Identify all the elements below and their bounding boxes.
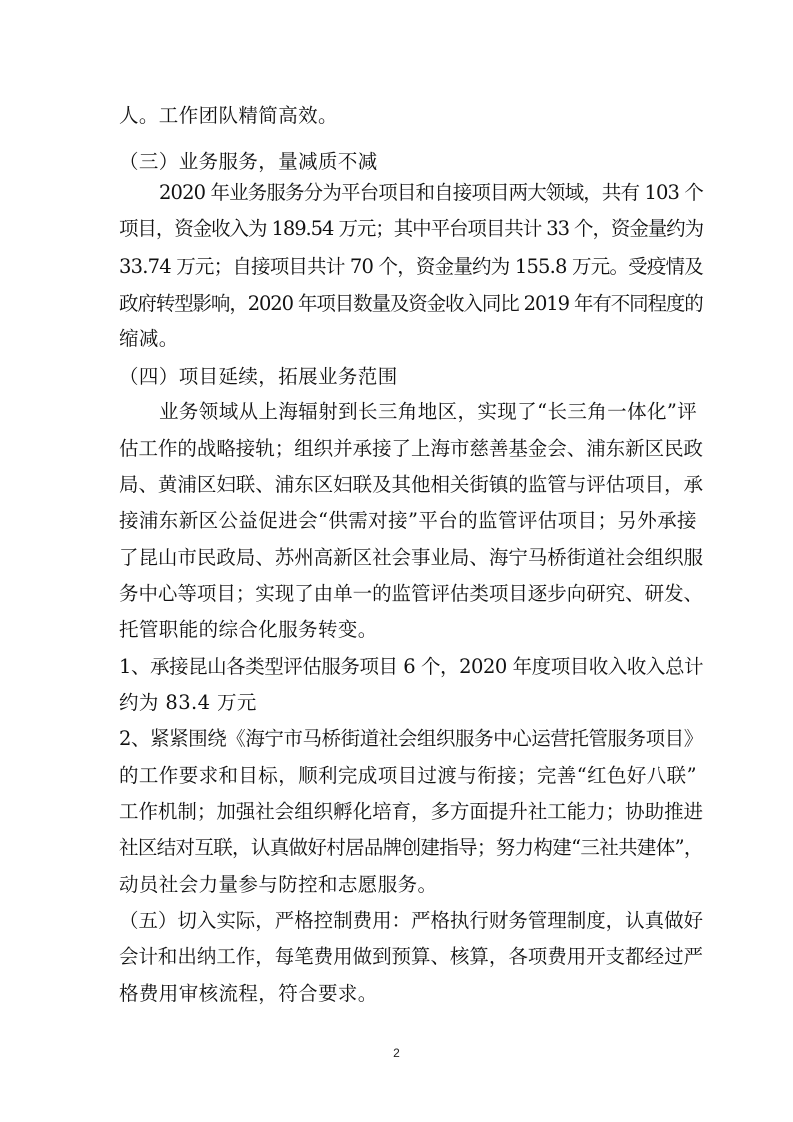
text-line: 工作机制；加强社会组织孵化培育，多方面提升社工能力；协助推进 (119, 800, 704, 823)
text-line: 33.74 万元；自接项目共计 70 个，资金量约为 155.8 万元。受疫情及 (119, 255, 703, 278)
text-line: 约为 83.4 万元 (119, 691, 257, 714)
text-line: 缩减。 (119, 327, 179, 350)
text-line: 动员社会力量参与防控和志愿服务。 (119, 873, 438, 896)
text-line: 了昆山市民政局、苏州高新区社会事业局、海宁马桥街道社会组织服 (119, 546, 704, 569)
text-line: 局、黄浦区妇联、浦东区妇联及其他相关街镇的监管与评估项目，承 (119, 473, 704, 496)
text-line: 格费用审核流程，符合要求。 (119, 982, 378, 1005)
section-heading-4: （四）项目延续，拓展业务范围 (119, 365, 398, 388)
text-line: 估工作的战略接轨；组织并承接了上海市慈善基金会、浦东新区民政 (119, 437, 704, 460)
text-line: 务中心等项目；实现了由单一的监管评估类项目逐步向研究、研发、 (119, 582, 704, 605)
text-line: 托管职能的综合化服务转变。 (119, 618, 378, 641)
page-number: 2 (393, 1046, 400, 1060)
text-line: 的工作要求和目标，顺利完成项目过渡与衔接；完善“红色好八联” (119, 764, 697, 787)
text-line: 社区结对互联，认真做好村居品牌创建指导；努力构建“三社共建体”， (119, 836, 703, 859)
section-heading-5: （五）切入实际，严格控制费用：严格执行财务管理制度，认真做好 (119, 909, 704, 932)
text-line: 接浦东新区公益促进会“供需对接”平台的监管评估项目；另外承接 (119, 509, 697, 532)
section-heading-3: （三）业务服务，量减质不减 (119, 150, 378, 173)
text-line: 政府转型影响，2020 年项目数量及资金收入同比 2019 年有不同程度的 (119, 292, 703, 315)
text-line: 业务领域从上海辐射到长三角地区，实现了“长三角一体化”评 (159, 400, 698, 423)
text-line: 项目，资金收入为 189.54 万元；其中平台项目共计 33 个，资金量约为 (119, 217, 704, 240)
list-item-1: 1、承接昆山各类型评估服务项目 6 个，2020 年度项目收入收入总计 (119, 655, 704, 678)
text-line: 人。工作团队精简高效。 (119, 104, 338, 127)
text-line: 2020 年业务服务分为平台项目和自接项目两大领域，共有 103 个 (159, 181, 704, 204)
text-line: 会计和出纳工作，每笔费用做到预算、核算，各项费用开支都经过严 (119, 945, 704, 968)
list-item-2: 2、紧紧围绕《海宁市马桥街道社会组织服务中心运营托管服务项目》 (119, 727, 703, 750)
